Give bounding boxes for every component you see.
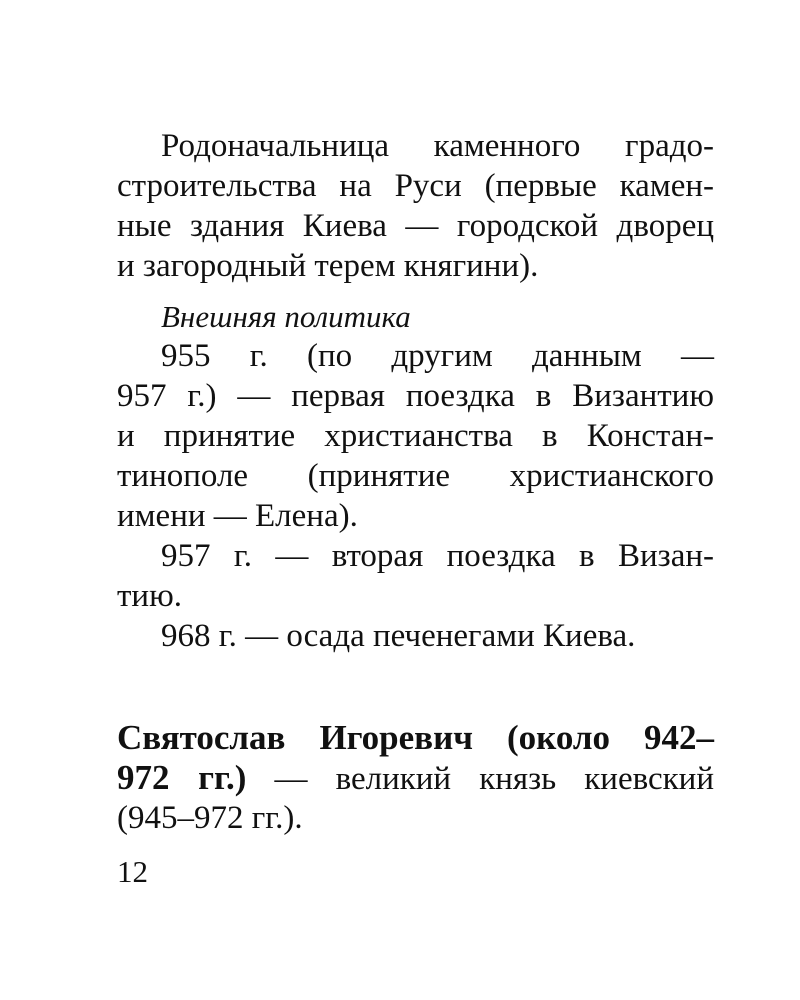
- page-content: [117, 126, 714, 838]
- entry-line: 957 г. — вторая поездка в Визан-: [161, 538, 714, 574]
- entry-line: и принятие христианства в Констан-: [117, 418, 714, 454]
- entry-title-line-2: [117, 758, 714, 798]
- entry-line: тинополе (принятие христианского: [117, 458, 714, 494]
- entry-line: 955 г. (по другим данным —: [161, 338, 714, 374]
- paragraph-line: ные здания Киева — городской дворец: [117, 208, 714, 244]
- entry-line: 968 г. — осада печенегами Киева.: [161, 618, 636, 654]
- entry-description: — великий князь киевский: [246, 761, 714, 797]
- entry-line: имени — Елена).: [117, 498, 358, 534]
- entry-title-dates: 972 гг.): [117, 758, 247, 797]
- entry-line: тию.: [117, 578, 182, 614]
- paragraph-line: и загородный терем княгини).: [117, 248, 539, 284]
- entry-svyatoslav: [117, 718, 714, 838]
- entry-title-line: Святослав Игоревич (около 942–: [117, 718, 714, 757]
- paragraph-intro: [117, 126, 714, 286]
- policy-entry-957: [117, 536, 714, 616]
- entry-line: 957 г.) — первая поездка в Византию: [117, 378, 714, 414]
- paragraph-line: строительства на Руси (первые камен-: [117, 168, 714, 204]
- paragraph-line: Родоначальница каменного градо-: [161, 128, 714, 164]
- entry-reign-years: (945–972 гг.).: [117, 800, 303, 836]
- policy-entry-955: [117, 336, 714, 536]
- page-number: 12: [117, 854, 148, 889]
- section-heading-foreign-policy: Внешняя политика: [161, 299, 411, 334]
- policy-entry-968: [117, 616, 714, 656]
